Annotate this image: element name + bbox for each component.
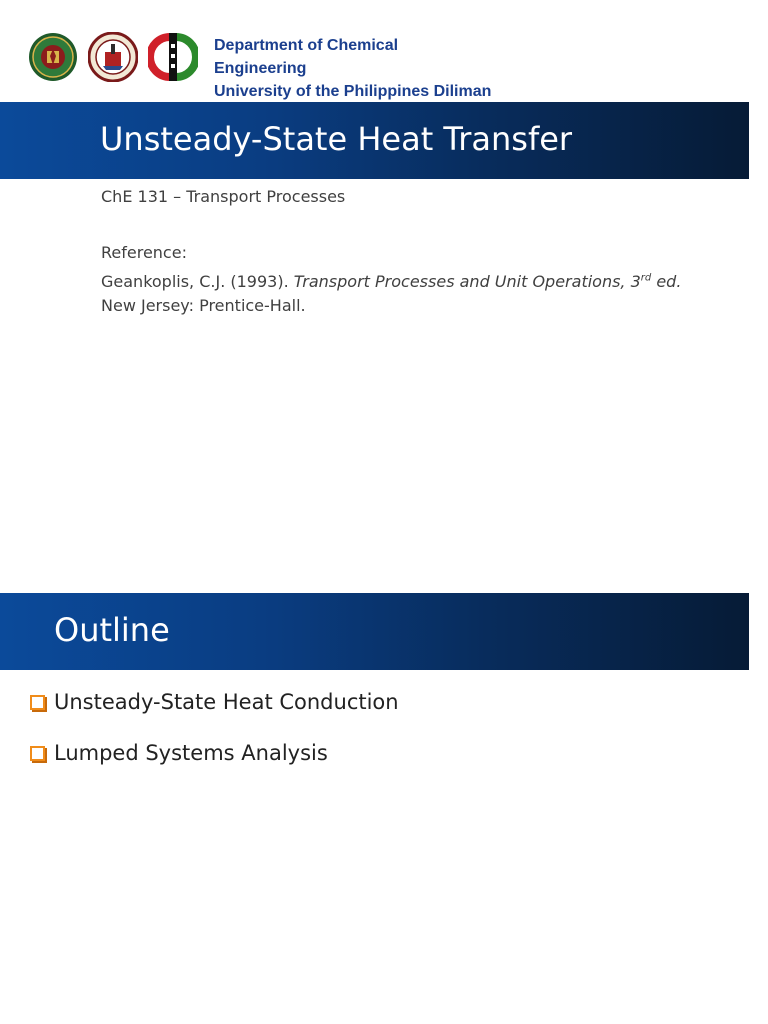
title-banner [0, 102, 749, 179]
outline-item-label: Lumped Systems Analysis [54, 741, 328, 765]
slide-title: Unsteady-State Heat Transfer [100, 120, 573, 158]
course-name: ChE 131 – Transport Processes [101, 187, 346, 206]
reference-book-title [294, 272, 682, 291]
college-seal-icon [88, 32, 138, 82]
reference-label: Reference: [101, 243, 187, 262]
checkbox-bullet-icon [30, 746, 45, 761]
reference-citation [101, 272, 681, 291]
outline-item-label: Unsteady-State Heat Conduction [54, 690, 399, 714]
list-item [30, 741, 399, 765]
reference-title-text: Transport Processes and Unit Operations, 3 [293, 272, 641, 291]
department-name [214, 34, 491, 103]
logo-row [28, 32, 198, 82]
outline-banner [0, 593, 749, 670]
outline-slide [0, 590, 768, 1020]
department-line-2: Engineering [214, 60, 307, 77]
outline-list [30, 690, 399, 792]
reference-superscript: rd [640, 272, 652, 284]
department-line-3: University of the Philippines Diliman [214, 83, 492, 100]
outline-title: Outline [54, 611, 170, 649]
reference-authors: Geankoplis, C.J. (1993). [101, 272, 294, 291]
che-department-logo-icon [148, 32, 198, 82]
up-seal-icon [28, 32, 78, 82]
list-item [30, 690, 399, 714]
reference-publisher: New Jersey: Prentice-Hall. [101, 296, 306, 315]
department-line-1: Department of Chemical [214, 37, 399, 54]
checkbox-bullet-icon [30, 695, 45, 710]
reference-edition: ed. [651, 272, 682, 291]
